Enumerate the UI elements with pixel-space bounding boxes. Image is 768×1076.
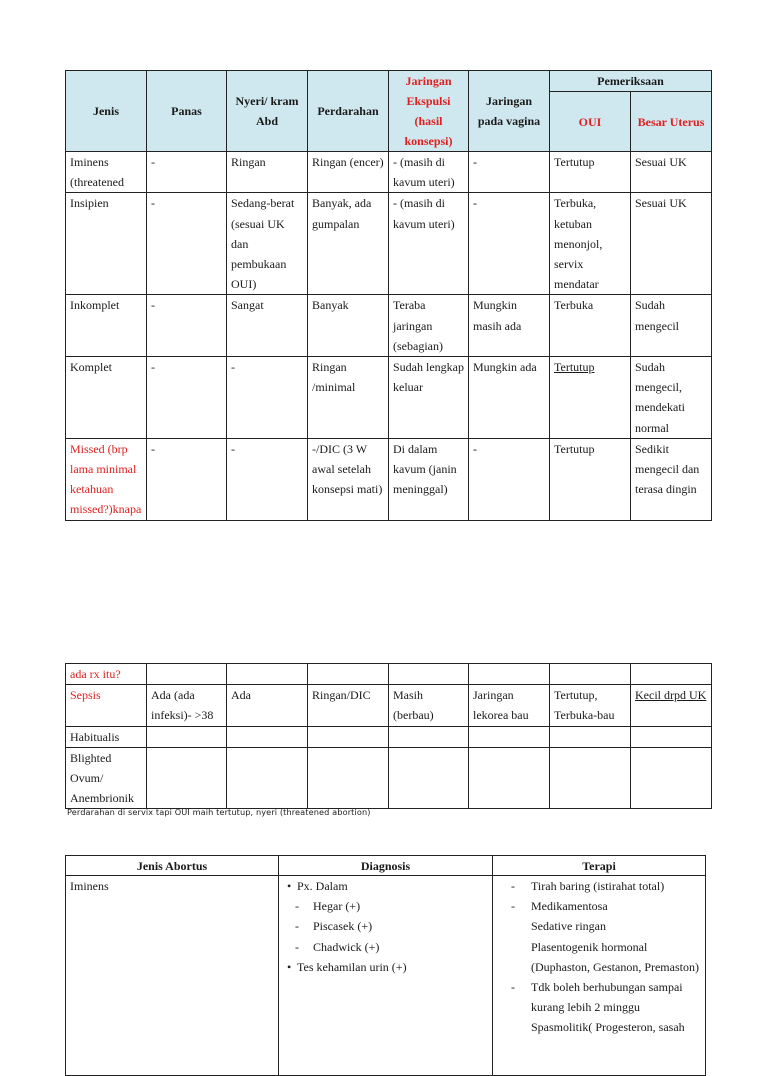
list-item: • Px. Dalam [283, 876, 488, 896]
cell-jaringan-vagina [469, 726, 550, 747]
cell-besar-uterus: Sudah mengecil, mendekati normal [631, 357, 712, 439]
cell-besar-uterus: Sudah mengecil [631, 295, 712, 357]
cell-nyeri: Ringan [227, 152, 308, 193]
cell-panas [147, 726, 227, 747]
abortion-comparison-table [65, 70, 712, 521]
cell-terapi [493, 876, 706, 1076]
cell-nyeri: - [227, 438, 308, 520]
cell-jaringan-ekspulsi: - (masih di kavum uteri) [389, 193, 469, 295]
cell-jaringan-ekspulsi [389, 726, 469, 747]
cell-besar-uterus: Sesuai UK [631, 193, 712, 295]
list-item: - Medikamentosa [497, 896, 701, 916]
header-perdarahan: Perdarahan [308, 71, 389, 152]
abortion-comparison-table-continued [65, 663, 712, 809]
cell-jaringan-ekspulsi: Teraba jaringan (sebagian) [389, 295, 469, 357]
header-jaringan-vagina: Jaringan pada vagina [469, 71, 550, 152]
cell-jaringan-ekspulsi [389, 747, 469, 809]
cell-jaringan-ekspulsi: Di dalam kavum (janin meninggal) [389, 438, 469, 520]
cell-panas: - [147, 295, 227, 357]
header-besar-uterus: Besar Uterus [631, 92, 712, 152]
cell-jenis: Inkomplet [66, 295, 147, 357]
cell-nyeri [227, 664, 308, 685]
cell-besar-uterus [631, 726, 712, 747]
table-row [66, 295, 712, 357]
cell-perdarahan: -/DIC (3 W awal setelah konsepsi mati) [308, 438, 389, 520]
header-terapi: Terapi [493, 856, 706, 876]
table-row [66, 876, 706, 1076]
cell-jaringan-ekspulsi: Masih (berbau) [389, 685, 469, 726]
cell-jaringan-vagina: - [469, 152, 550, 193]
cell-oui: Terbuka, ketuban menonjol, servix mendatar [550, 193, 631, 295]
cell-jenis: Komplet [66, 357, 147, 439]
cell-nyeri [227, 726, 308, 747]
cell-jenis: Habitualis [66, 726, 147, 747]
list-item: Plasentogenik hormonal [531, 939, 648, 954]
table-row [66, 664, 712, 685]
header-jenis: Jenis [66, 71, 147, 152]
header-oui: OUI [550, 92, 631, 152]
cell-jaringan-ekspulsi: Sudah lengkap keluar [389, 357, 469, 439]
footnote: Perdarahan di servix tapi OUI maih tertutup, nyeri (threatened abortion) [67, 807, 371, 817]
cell-jenis: Sepsis [66, 685, 147, 726]
cell-panas: - [147, 438, 227, 520]
cell-perdarahan: Ringan/DIC [308, 685, 389, 726]
cell-jenis: Blighted Ovum/ Anembrionik [66, 747, 147, 809]
cell-jaringan-vagina: - [469, 193, 550, 295]
header-diagnosis: Diagnosis [279, 856, 493, 876]
table-row [66, 747, 712, 809]
cell-perdarahan [308, 726, 389, 747]
cell-panas [147, 664, 227, 685]
diagnosis-list [283, 876, 488, 977]
cell-besar-uterus [631, 664, 712, 685]
list-item: Spasmolitik( Progesteron, sasah [531, 1020, 685, 1035]
cell-panas: Ada (ada infeksi)- >38 [147, 685, 227, 726]
list-item: Sedative ringan [531, 919, 606, 934]
cell-nyeri: - [227, 357, 308, 439]
list-item: • Tes kehamilan urin (+) [283, 957, 488, 977]
cell-oui [550, 747, 631, 809]
cell-oui: Tertutup [550, 357, 631, 439]
cell-jenis-abortus: Iminens [66, 876, 279, 1076]
cell-besar-uterus: Kecil drpd UK [631, 685, 712, 726]
list-item: (Duphaston, Gestanon, Premaston) [531, 959, 699, 974]
cell-jenis: ada rx itu? [66, 664, 147, 685]
cell-oui: Tertutup, Terbuka-bau [550, 685, 631, 726]
cell-perdarahan: Ringan (encer) [308, 152, 389, 193]
list-item: - Hegar (+) [283, 896, 488, 916]
cell-nyeri: Sedang-berat (sesuai UK dan pembukaan OUI) [227, 193, 308, 295]
cell-jaringan-vagina [469, 747, 550, 809]
table-row [66, 438, 712, 520]
cell-nyeri [227, 747, 308, 809]
header-panas: Panas [147, 71, 227, 152]
cell-besar-uterus [631, 747, 712, 809]
cell-jaringan-vagina: Mungkin ada [469, 357, 550, 439]
cell-jaringan-vagina: Mungkin masih ada [469, 295, 550, 357]
cell-jenis: Iminens (threatened [66, 152, 147, 193]
cell-oui [550, 664, 631, 685]
cell-oui [550, 726, 631, 747]
list-item: kurang lebih 2 minggu [531, 1000, 640, 1015]
table-row [66, 152, 712, 193]
list-item: - Chadwick (+) [283, 937, 488, 957]
header-pemeriksaan: Pemeriksaan [550, 71, 712, 92]
cell-perdarahan [308, 664, 389, 685]
list-item: - Tirah baring (istirahat total) [497, 876, 701, 896]
cell-jaringan-ekspulsi [389, 664, 469, 685]
cell-jenis: Insipien [66, 193, 147, 295]
cell-perdarahan: Ringan /minimal [308, 357, 389, 439]
cell-panas [147, 747, 227, 809]
abortion-therapy-table [65, 855, 706, 1076]
list-item: - Tdk boleh berhubungan sampai [497, 977, 701, 997]
cell-panas: - [147, 152, 227, 193]
terapi-list [497, 876, 701, 1038]
cell-jenis: Missed (brp lama minimal ketahuan missed?)knapa [66, 438, 147, 520]
cell-jaringan-ekspulsi: - (masih di kavum uteri) [389, 152, 469, 193]
cell-panas: - [147, 193, 227, 295]
cell-nyeri: Ada [227, 685, 308, 726]
cell-nyeri: Sangat [227, 295, 308, 357]
header-jaringan-ekspulsi: Jaringan Ekspulsi (hasil konsepsi) [389, 71, 469, 152]
list-item: - Piscasek (+) [283, 916, 488, 936]
table-row [66, 726, 712, 747]
table-row [66, 357, 712, 439]
table-row [66, 193, 712, 295]
cell-jaringan-vagina: - [469, 438, 550, 520]
table-row [66, 685, 712, 726]
cell-panas: - [147, 357, 227, 439]
cell-besar-uterus: Sesuai UK [631, 152, 712, 193]
cell-perdarahan: Banyak [308, 295, 389, 357]
cell-diagnosis [279, 876, 493, 1076]
cell-oui: Terbuka [550, 295, 631, 357]
cell-perdarahan: Banyak, ada gumpalan [308, 193, 389, 295]
cell-oui: Tertutup [550, 152, 631, 193]
cell-jaringan-vagina [469, 664, 550, 685]
cell-oui: Tertutup [550, 438, 631, 520]
cell-besar-uterus: Sedikit mengecil dan terasa dingin [631, 438, 712, 520]
cell-perdarahan [308, 747, 389, 809]
header-jenis-abortus: Jenis Abortus [66, 856, 279, 876]
cell-jaringan-vagina: Jaringan lekorea bau [469, 685, 550, 726]
header-nyeri: Nyeri/ kram Abd [227, 71, 308, 152]
